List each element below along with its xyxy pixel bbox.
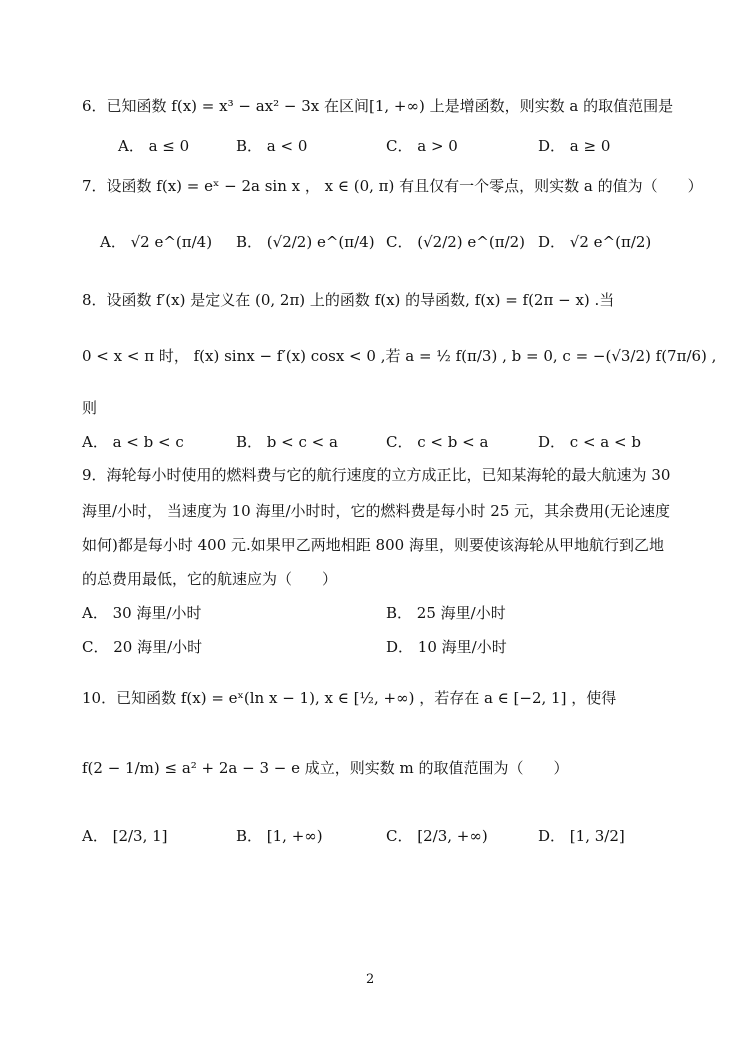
q8-stem-line2: 0 < x < π 时， f(x) sinx − f′(x) cosx < 0 ,若 a = ½ f(π/3) , b = 0, c = −(√3/2) f(7π/6) , <box>82 347 717 365</box>
q7-option-d: D． √2 e^(π/2) <box>538 233 652 251</box>
q6-option-a: A． a ≤ 0 <box>118 137 190 155</box>
q7-stem: 7．设函数 f(x) = eˣ − 2a sin x ， x ∈ (0, π) 有且仅有一个零点，则实数 a 的值为（ ） <box>82 177 703 195</box>
q9-option-d: D． 10 海里/小时 <box>386 638 507 656</box>
q10-option-a: A． [2/3, 1] <box>82 827 168 845</box>
q9-option-c: C． 20 海里/小时 <box>82 638 203 656</box>
q7-option-c: C． (√2/2) e^(π/2) <box>386 233 526 251</box>
q6-stem: 6．已知函数 f(x) = x³ − ax² − 3x 在区间[1, +∞) 上是增函数，则实数 a 的取值范围是 <box>82 97 674 115</box>
q8-option-a: A． a < b < c <box>82 433 184 451</box>
q9-stem-line4: 的总费用最低，它的航速应为（ ） <box>82 570 338 588</box>
q6-option-b: B． a < 0 <box>236 137 308 155</box>
q9-stem-line2: 海里/小时， 当速度为 10 海里/小时时，它的燃料费是每小时 25 元，其余费用(无论速度 <box>82 502 670 520</box>
q8-option-b: B． b < c < a <box>236 433 338 451</box>
q9-option-b: B． 25 海里/小时 <box>386 604 506 622</box>
q9-stem-line1: 9．海轮每小时使用的燃料费与它的航行速度的立方成正比，已知某海轮的最大航速为 30 <box>82 466 671 484</box>
q8-option-c: C． c < b < a <box>386 433 489 451</box>
q10-stem-line2: f(2 − 1/m) ≤ a² + 2a − 3 − e 成立，则实数 m 的取值范围为（ ） <box>82 759 569 777</box>
q7-option-b: B． (√2/2) e^(π/4) <box>236 233 375 251</box>
q10-option-b: B． [1, +∞) <box>236 827 323 845</box>
q6-option-c: C． a > 0 <box>386 137 458 155</box>
q8-option-d: D． c < a < b <box>538 433 641 451</box>
q8-stem-line1: 8．设函数 f′(x) 是定义在 (0, 2π) 上的函数 f(x) 的导函数, f(x) = f(2π − x) .当 <box>82 291 615 309</box>
q10-option-c: C． [2/3, +∞) <box>386 827 488 845</box>
q9-stem-line3: 如何)都是每小时 400 元.如果甲乙两地相距 800 海里，则要使该海轮从甲地航行到乙地 <box>82 536 664 554</box>
page-number: 2 <box>366 972 375 987</box>
q6-option-d: D． a ≥ 0 <box>538 137 611 155</box>
q10-option-d: D． [1, 3/2] <box>538 827 625 845</box>
q10-stem-line1: 10．已知函数 f(x) = eˣ(ln x − 1), x ∈ [½, +∞) ，若存在 a ∈ [−2, 1] ，使得 <box>82 689 617 707</box>
q7-option-a: A． √2 e^(π/4) <box>100 233 213 251</box>
q9-option-a: A． 30 海里/小时 <box>82 604 202 622</box>
q8-stem-line3: 则 <box>82 399 98 417</box>
